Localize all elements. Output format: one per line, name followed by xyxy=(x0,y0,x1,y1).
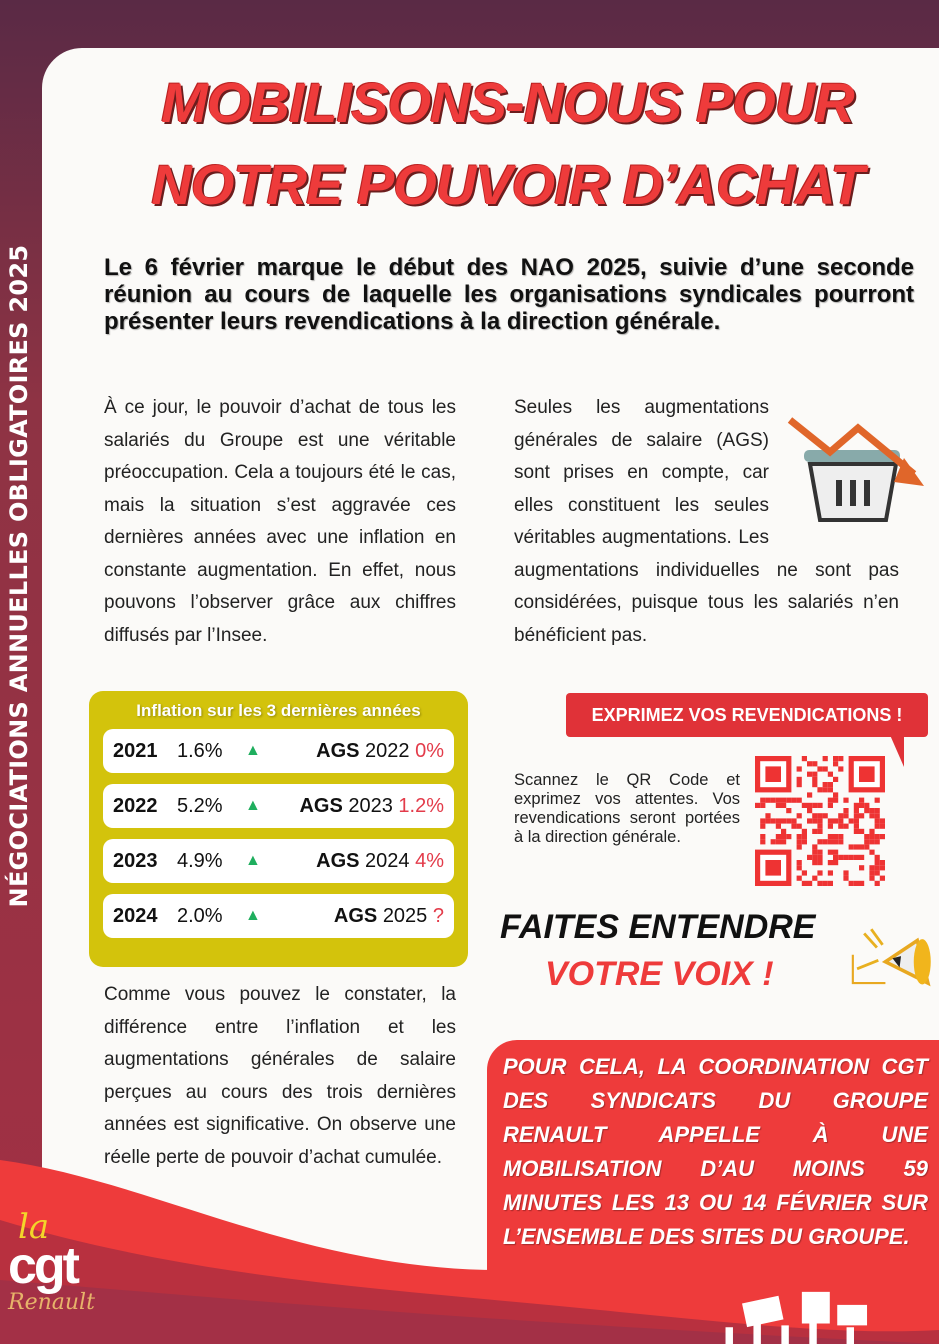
ags-label: AGS xyxy=(299,794,343,817)
qr-module xyxy=(781,798,786,803)
qr-module xyxy=(765,818,770,823)
qr-module xyxy=(880,865,885,870)
qr-module xyxy=(875,834,880,839)
up-arrow-icon: ▲ xyxy=(245,852,261,869)
qr-module xyxy=(817,855,822,860)
qr-module xyxy=(833,850,838,855)
qr-module xyxy=(854,803,859,808)
qr-module xyxy=(760,798,765,803)
qr-module xyxy=(869,834,874,839)
qr-module xyxy=(833,839,838,844)
qr-module xyxy=(875,881,880,886)
rate: 4.9% xyxy=(177,849,223,872)
qr-module xyxy=(875,818,880,823)
votre-voix-heading: VOTRE VOIX ! xyxy=(545,955,774,993)
qr-module xyxy=(817,881,822,886)
qr-module xyxy=(828,803,833,808)
qr-module xyxy=(823,881,828,886)
qr-module xyxy=(823,782,828,787)
qr-module xyxy=(797,798,802,803)
qr-module xyxy=(817,870,822,875)
qr-module xyxy=(843,808,848,813)
qr-module xyxy=(869,850,874,855)
qr-module xyxy=(797,777,802,782)
qr-module xyxy=(812,782,817,787)
up-arrow-icon: ▲ xyxy=(245,907,261,924)
qr-module xyxy=(786,834,791,839)
qr-module xyxy=(817,860,822,865)
qr-module xyxy=(828,834,833,839)
qr-module xyxy=(864,808,869,813)
qr-module xyxy=(807,808,812,813)
qr-module xyxy=(875,870,880,875)
qr-module xyxy=(791,818,796,823)
qr-module xyxy=(854,824,859,829)
scan-instructions: Scannez le QR Code et exprimez vos attentes. Vos revendications seront portées à la direction générale. xyxy=(514,771,740,846)
qr-module xyxy=(797,813,802,818)
qr-module xyxy=(807,772,812,777)
qr-module xyxy=(828,860,833,865)
qr-module xyxy=(786,798,791,803)
title-line-1: MOBILISONS-NOUS POUR xyxy=(161,71,854,134)
qr-module xyxy=(833,798,838,803)
qr-module xyxy=(812,772,817,777)
qr-module xyxy=(859,813,864,818)
ags-label: AGS xyxy=(316,849,360,872)
qr-module xyxy=(812,860,817,865)
qr-module xyxy=(797,766,802,771)
qr-module xyxy=(760,803,765,808)
inflation-table xyxy=(89,691,468,967)
ags-value: 1.2% xyxy=(398,794,444,817)
qr-module xyxy=(828,870,833,875)
qr-module xyxy=(812,818,817,823)
qr-module xyxy=(802,803,807,808)
qr-module xyxy=(880,834,885,839)
qr-module xyxy=(828,824,833,829)
qr-module xyxy=(854,813,859,818)
qr-module xyxy=(828,839,833,844)
qr-module xyxy=(869,876,874,881)
rate: 5.2% xyxy=(177,794,223,817)
qr-module xyxy=(864,834,869,839)
qr-module xyxy=(869,813,874,818)
qr-module xyxy=(786,818,791,823)
qr-module xyxy=(797,839,802,844)
ags xyxy=(316,850,444,873)
ags-value: ? xyxy=(432,904,444,927)
inflation-row xyxy=(103,729,454,773)
qr-module xyxy=(859,881,864,886)
qr-module xyxy=(817,829,822,834)
qr-module xyxy=(854,808,859,813)
qr-module xyxy=(864,839,869,844)
ags-value: 4% xyxy=(415,849,444,872)
qr-module xyxy=(812,850,817,855)
qr-module xyxy=(797,782,802,787)
ags-year: 2022 xyxy=(365,739,410,762)
side-label: NÉGOCIATIONS ANNUELLES OBLIGATOIRES 2025 xyxy=(5,244,33,908)
qr-module xyxy=(791,824,796,829)
qr-module xyxy=(817,766,822,771)
qr-module xyxy=(776,803,781,808)
qr-module xyxy=(797,834,802,839)
qr-module xyxy=(807,803,812,808)
qr-module xyxy=(781,829,786,834)
qr-module xyxy=(776,798,781,803)
qr-module xyxy=(875,798,880,803)
qr-module xyxy=(765,813,770,818)
qr-module xyxy=(817,818,822,823)
qr-module xyxy=(833,777,838,782)
qr-module xyxy=(781,839,786,844)
qr-module xyxy=(859,803,864,808)
megaphone-icon xyxy=(850,925,935,995)
qr-module xyxy=(854,855,859,860)
banner-tail xyxy=(890,735,904,767)
qr-module xyxy=(786,808,791,813)
qr-module xyxy=(797,860,802,865)
qr-module xyxy=(869,829,874,834)
qr-module xyxy=(828,772,833,777)
qr-module xyxy=(765,798,770,803)
qr-module xyxy=(776,839,781,844)
qr-module xyxy=(849,818,854,823)
qr-module xyxy=(828,787,833,792)
title-line-2: NOTRE POUVOIR D’ACHAT xyxy=(151,153,864,216)
qr-module xyxy=(812,813,817,818)
qr-module xyxy=(802,834,807,839)
qr-module xyxy=(859,798,864,803)
qr-module xyxy=(838,834,843,839)
qr-module xyxy=(849,844,854,849)
ags-year: 2023 xyxy=(348,794,393,817)
qr-module xyxy=(849,881,854,886)
logo-cgt: cgt xyxy=(8,1237,77,1295)
qr-module xyxy=(838,839,843,844)
qr-module xyxy=(869,808,874,813)
qr-module xyxy=(843,876,848,881)
qr-module xyxy=(838,756,843,761)
revendications-banner: EXPRIMEZ VOS REVENDICATIONS ! xyxy=(566,693,928,737)
qr-module xyxy=(755,803,760,808)
qr-module xyxy=(771,798,776,803)
qr-module xyxy=(880,876,885,881)
logo-la: la xyxy=(18,1207,50,1247)
qr-module xyxy=(854,818,859,823)
year: 2021 xyxy=(113,739,158,762)
lead-paragraph: Le 6 février marque le début des NAO 2025, suivie d’une seconde réunion au cours de laquelle les organisations syndicales pourront présenter leurs revendications à la direction générale. xyxy=(104,254,914,335)
paragraph-conclusion: Comme vous pouvez le constater, la différence entre l’inflation et les augmentations générales de salaire perçues au cours des trois dernières années est significative. On observe une réelle perte de pouvoir d’achat cumulée. xyxy=(104,984,456,1168)
qr-module xyxy=(771,839,776,844)
inflation-row xyxy=(103,894,454,938)
qr-module xyxy=(828,798,833,803)
qr-module xyxy=(812,761,817,766)
qr-module xyxy=(776,824,781,829)
ags-label: AGS xyxy=(316,739,360,762)
ags-year: 2024 xyxy=(365,849,410,872)
qr-module xyxy=(859,829,864,834)
basket-decline-icon xyxy=(786,402,928,530)
qr-module xyxy=(838,813,843,818)
inflation-row xyxy=(103,839,454,883)
qr-module xyxy=(797,844,802,849)
qr-module xyxy=(864,844,869,849)
qr-module xyxy=(797,876,802,881)
inflation-row xyxy=(103,784,454,828)
qr-module xyxy=(807,761,812,766)
qr-module xyxy=(875,813,880,818)
qr-module xyxy=(807,881,812,886)
qr-module xyxy=(869,865,874,870)
qr-module xyxy=(781,834,786,839)
cgt-renault-logo xyxy=(8,1207,98,1316)
qr-module xyxy=(854,881,859,886)
qr-module xyxy=(817,850,822,855)
logo-renault: Renault xyxy=(8,1290,95,1315)
qr-module xyxy=(875,824,880,829)
inflation-title: Inflation sur les 3 dernières années xyxy=(136,701,421,720)
up-arrow-icon: ▲ xyxy=(245,797,261,814)
qr-module xyxy=(880,860,885,865)
qr-module xyxy=(807,855,812,860)
qr-module xyxy=(802,881,807,886)
qr-module xyxy=(843,855,848,860)
main-title xyxy=(80,62,935,226)
qr-module xyxy=(869,839,874,844)
qr-module xyxy=(833,860,838,865)
qr-module xyxy=(875,865,880,870)
qr-module xyxy=(802,870,807,875)
qr-module xyxy=(802,756,807,761)
qr-module xyxy=(760,824,765,829)
qr-module xyxy=(817,803,822,808)
qr-module xyxy=(854,829,859,834)
qr-module xyxy=(828,818,833,823)
qr-module xyxy=(791,798,796,803)
qr-module xyxy=(833,761,838,766)
qr-module xyxy=(812,803,817,808)
qr-code[interactable] xyxy=(755,756,885,886)
qr-module xyxy=(812,777,817,782)
ags xyxy=(316,740,444,763)
qr-module xyxy=(823,839,828,844)
qr-module xyxy=(781,818,786,823)
qr-module xyxy=(776,834,781,839)
qr-module xyxy=(797,865,802,870)
qr-module xyxy=(807,818,812,823)
qr-module xyxy=(838,818,843,823)
mobilisation-call: POUR CELA, LA COORDINATION CGT DES SYNDICATS DU GROUPE RENAULT APPELLE À UNE MOBILISATION D’AU MOINS 59 MINUTES LES 13 OU 14 FÉVRIER SUR L’ENSEMBLE DES SITES DU GROUPE. xyxy=(503,1054,928,1249)
qr-module xyxy=(875,860,880,865)
qr-module xyxy=(875,839,880,844)
ags-value: 0% xyxy=(415,739,444,762)
qr-module xyxy=(880,818,885,823)
paragraph-purchasing-power: À ce jour, le pouvoir d’achat de tous les salariés du Groupe est une véritable préoccupation. Cela a toujours été le cas, mais la situation s’est aggravée ces dernières années avec une inflation en constante augmentation. En effet, nous pouvons l’observer grâce aux chiffres diffusés par l’Insee. xyxy=(104,397,456,646)
ags-year: 2025 xyxy=(382,904,428,927)
qr-module xyxy=(838,824,843,829)
year: 2022 xyxy=(113,794,158,817)
qr-module xyxy=(817,813,822,818)
qr-module xyxy=(859,865,864,870)
paragraph-ags-body: Seules les augmentations générales de salaire (AGS) sont prises en compte, car elles constituent les seules véritables augmentations. Les augmentations individuelles ne sont pas considérées, puisque tous les salariés n’en bénéficient pas. xyxy=(514,397,899,646)
qr-module xyxy=(823,766,828,771)
qr-module xyxy=(833,756,838,761)
qr-module xyxy=(817,839,822,844)
qr-module xyxy=(823,756,828,761)
qr-module xyxy=(812,876,817,881)
qr-module xyxy=(812,829,817,834)
qr-module xyxy=(875,855,880,860)
faites-entendre-heading: FAITES ENTENDRE xyxy=(500,908,816,946)
year: 2024 xyxy=(113,904,158,927)
qr-module xyxy=(828,881,833,886)
qr-module xyxy=(760,818,765,823)
qr-module xyxy=(828,850,833,855)
rate: 2.0% xyxy=(177,904,223,927)
qr-module xyxy=(838,766,843,771)
qr-module xyxy=(849,855,854,860)
qr-module xyxy=(817,787,822,792)
rate: 1.6% xyxy=(177,739,223,762)
qr-module xyxy=(859,855,864,860)
qr-module xyxy=(776,818,781,823)
qr-module xyxy=(843,798,848,803)
qr-module xyxy=(781,803,786,808)
qr-module xyxy=(833,855,838,860)
qr-module xyxy=(854,844,859,849)
qr-module xyxy=(760,839,765,844)
qr-module xyxy=(838,855,843,860)
qr-module xyxy=(864,803,869,808)
ags xyxy=(334,905,444,928)
qr-module xyxy=(802,839,807,844)
qr-module xyxy=(843,870,848,875)
qr-module xyxy=(823,787,828,792)
qr-module xyxy=(859,844,864,849)
qr-module xyxy=(760,834,765,839)
qr-module xyxy=(807,792,812,797)
qr-module xyxy=(843,824,848,829)
qr-module xyxy=(812,855,817,860)
protest-signs-icon xyxy=(710,1290,890,1344)
ags xyxy=(299,795,444,818)
qr-module xyxy=(771,818,776,823)
qr-module xyxy=(880,824,885,829)
qr-module xyxy=(817,824,822,829)
qr-module xyxy=(833,792,838,797)
qr-module xyxy=(802,829,807,834)
qr-module xyxy=(797,824,802,829)
qr-module xyxy=(875,808,880,813)
qr-module xyxy=(823,813,828,818)
qr-module xyxy=(843,813,848,818)
qr-module xyxy=(869,870,874,875)
qr-module xyxy=(833,818,838,823)
ags-label: AGS xyxy=(333,904,378,927)
qr-module xyxy=(828,782,833,787)
qr-module xyxy=(833,834,838,839)
year: 2023 xyxy=(113,849,158,872)
qr-module xyxy=(812,844,817,849)
up-arrow-icon: ▲ xyxy=(245,742,261,759)
